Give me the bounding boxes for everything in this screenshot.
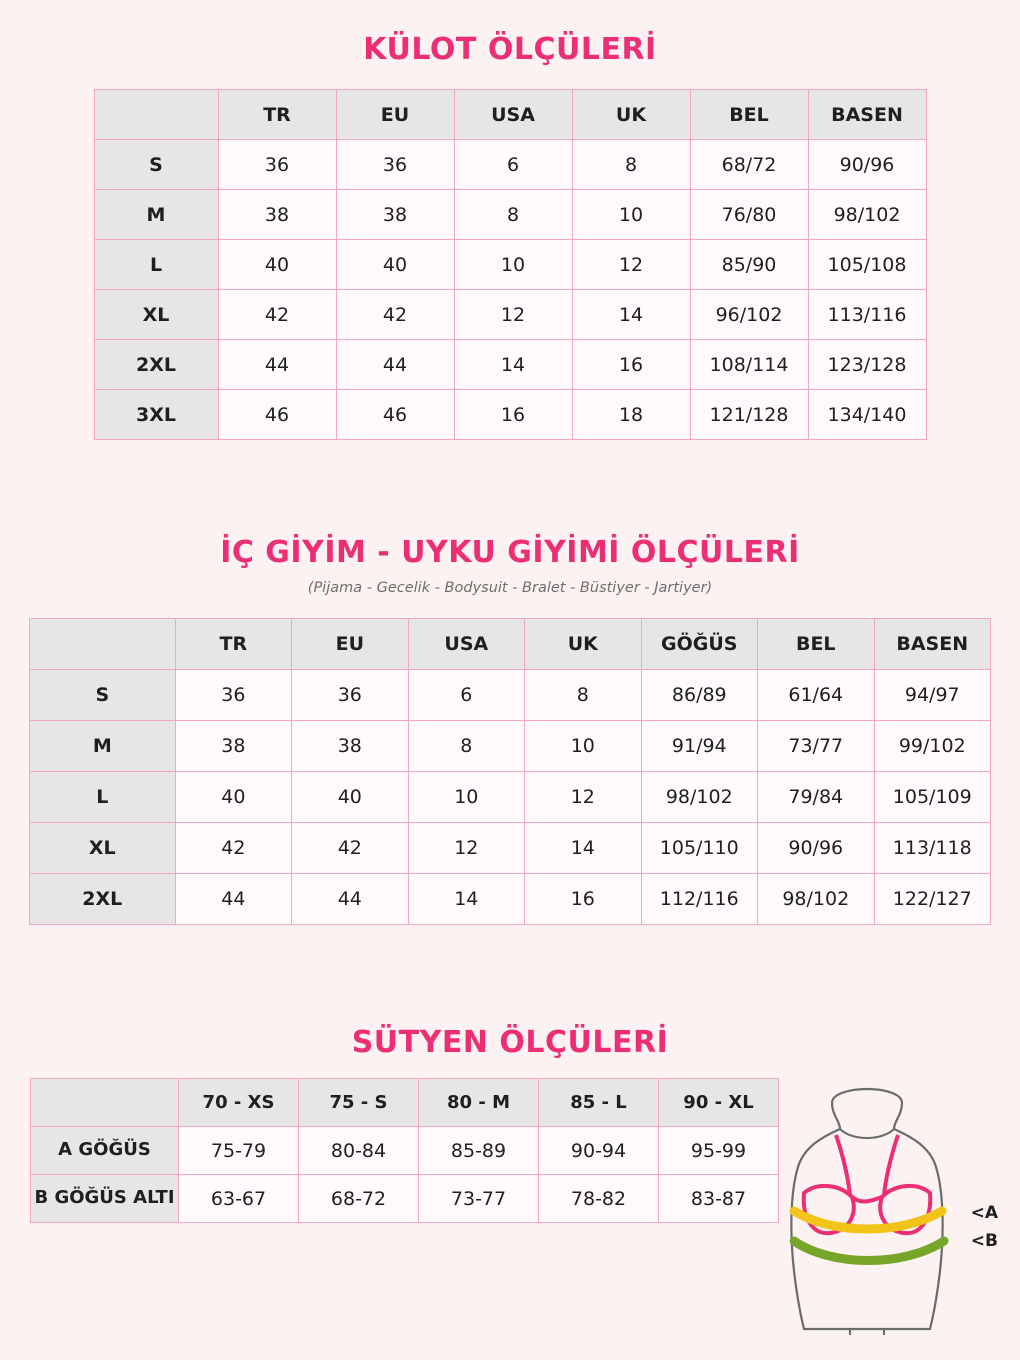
sutyen-size-table [30, 1078, 779, 1223]
table-row [30, 823, 991, 874]
table-cell: 46 [336, 390, 454, 440]
section-kulot [0, 0, 1020, 440]
table-cell: 38 [336, 190, 454, 240]
table-cell: 38 [175, 721, 291, 772]
table-cell: 42 [292, 823, 408, 874]
table-header-row [31, 1079, 779, 1127]
page-title-icgiyim: İÇ GİYİM - UYKU GİYİMİ ÖLÇÜLERİ [220, 535, 800, 570]
row-label: M [30, 721, 176, 772]
table-cell: 8 [408, 721, 524, 772]
table-cell: 123/128 [808, 340, 926, 390]
table-cell: 78-82 [539, 1175, 659, 1223]
table-cell: 12 [525, 772, 641, 823]
table-cell: 18 [572, 390, 690, 440]
table-cell: 16 [454, 390, 572, 440]
column-header-gogus: GÖĞÜS [641, 619, 757, 670]
column-header-usa: USA [408, 619, 524, 670]
table-cell: 86/89 [641, 670, 757, 721]
table-cell: 98/102 [758, 874, 874, 925]
row-label-a-gogus: A GÖĞÜS [31, 1127, 179, 1175]
row-label: XL [30, 823, 176, 874]
table-cell: 8 [525, 670, 641, 721]
row-label: 2XL [94, 340, 218, 390]
table-cell: 46 [218, 390, 336, 440]
column-header-eu: EU [292, 619, 408, 670]
table-cell: 12 [572, 240, 690, 290]
table-cell: 68-72 [299, 1175, 419, 1223]
table-row [94, 240, 926, 290]
table-cell: 90-94 [539, 1127, 659, 1175]
table-cell: 36 [175, 670, 291, 721]
table-cell: 80-84 [299, 1127, 419, 1175]
table-cell: 96/102 [690, 290, 808, 340]
table-row [30, 721, 991, 772]
sutyen-row [0, 1060, 1020, 1251]
table-cell: 14 [454, 340, 572, 390]
column-header-85-l: 85 - L [539, 1079, 659, 1127]
table-cell: 42 [336, 290, 454, 340]
column-header-uk: UK [572, 90, 690, 140]
column-header-tr: TR [218, 90, 336, 140]
measurement-diagram [772, 1085, 1002, 1335]
table-cell: 98/102 [808, 190, 926, 240]
column-header-80-m: 80 - M [419, 1079, 539, 1127]
table-row [30, 874, 991, 925]
table-cell: 8 [572, 140, 690, 190]
row-label: L [30, 772, 176, 823]
row-label: XL [94, 290, 218, 340]
table-corner-cell [94, 90, 218, 140]
table-cell: 90/96 [758, 823, 874, 874]
table-cell: 76/80 [690, 190, 808, 240]
table-row [94, 340, 926, 390]
table-cell: 44 [292, 874, 408, 925]
column-header-tr: TR [175, 619, 291, 670]
column-header-90-xl: 90 - XL [659, 1079, 779, 1127]
table-cell: 10 [572, 190, 690, 240]
table-cell: 68/72 [690, 140, 808, 190]
column-header-bel: BEL [758, 619, 874, 670]
table-cell: 36 [336, 140, 454, 190]
column-header-eu: EU [336, 90, 454, 140]
table-cell: 98/102 [641, 772, 757, 823]
table-cell: 44 [336, 340, 454, 390]
table-cell: 14 [408, 874, 524, 925]
table-cell: 122/127 [874, 874, 991, 925]
table-row [30, 772, 991, 823]
table-cell: 10 [408, 772, 524, 823]
table-cell: 36 [218, 140, 336, 190]
column-header-uk: UK [525, 619, 641, 670]
table-header-row [94, 90, 926, 140]
table-cell: 42 [175, 823, 291, 874]
table-cell: 75-79 [179, 1127, 299, 1175]
table-cell: 16 [525, 874, 641, 925]
table-cell: 63-67 [179, 1175, 299, 1223]
table-corner-cell [31, 1079, 179, 1127]
table-cell: 14 [525, 823, 641, 874]
table-cell: 61/64 [758, 670, 874, 721]
label-a: <A [970, 1203, 998, 1223]
table-cell: 121/128 [690, 390, 808, 440]
column-header-basen: BASEN [874, 619, 991, 670]
table-row [94, 390, 926, 440]
column-header-usa: USA [454, 90, 572, 140]
table-cell: 38 [218, 190, 336, 240]
subtitle-icgiyim: (Pijama - Gecelik - Bodysuit - Bralet - Büstiyer - Jartiyer) [307, 580, 713, 596]
label-b: <B [970, 1231, 998, 1251]
table-cell: 99/102 [874, 721, 991, 772]
table-cell: 85-89 [419, 1127, 539, 1175]
row-label: M [94, 190, 218, 240]
table-cell: 113/116 [808, 290, 926, 340]
table-cell: 16 [572, 340, 690, 390]
row-label: L [94, 240, 218, 290]
table-cell: 73/77 [758, 721, 874, 772]
table-cell: 10 [525, 721, 641, 772]
table-row [31, 1175, 779, 1223]
table-cell: 91/94 [641, 721, 757, 772]
column-header-70-xs: 70 - XS [179, 1079, 299, 1127]
section-icgiyim [0, 535, 1020, 925]
kulot-size-table [94, 89, 927, 440]
table-cell: 112/116 [641, 874, 757, 925]
table-cell: 73-77 [419, 1175, 539, 1223]
table-row [94, 190, 926, 240]
table-cell: 113/118 [874, 823, 991, 874]
table-cell: 90/96 [808, 140, 926, 190]
table-row [94, 140, 926, 190]
table-cell: 105/110 [641, 823, 757, 874]
column-header-75-s: 75 - S [299, 1079, 419, 1127]
table-cell: 12 [408, 823, 524, 874]
table-cell: 40 [336, 240, 454, 290]
column-header-bel: BEL [690, 90, 808, 140]
table-row [31, 1127, 779, 1175]
table-cell: 6 [408, 670, 524, 721]
row-label: 2XL [30, 874, 176, 925]
table-cell: 40 [175, 772, 291, 823]
table-cell: 12 [454, 290, 572, 340]
table-cell: 44 [218, 340, 336, 390]
table-cell: 83-87 [659, 1175, 779, 1223]
row-label: 3XL [94, 390, 218, 440]
section-sutyen [0, 1025, 1020, 1251]
table-cell: 6 [454, 140, 572, 190]
table-cell: 38 [292, 721, 408, 772]
table-row [30, 670, 991, 721]
page-title-sutyen: SÜTYEN ÖLÇÜLERİ [351, 1025, 669, 1060]
table-header-row [30, 619, 991, 670]
row-label-b-gogus-alti: B GÖĞÜS ALTI [31, 1175, 179, 1223]
mannequin-icon [772, 1085, 1002, 1335]
page-title-kulot: KÜLOT ÖLÇÜLERİ [363, 32, 657, 67]
table-row [94, 290, 926, 340]
table-cell: 40 [218, 240, 336, 290]
table-cell: 14 [572, 290, 690, 340]
column-header-basen: BASEN [808, 90, 926, 140]
table-cell: 10 [454, 240, 572, 290]
table-cell: 36 [292, 670, 408, 721]
table-cell: 42 [218, 290, 336, 340]
table-cell: 108/114 [690, 340, 808, 390]
icgiyim-size-table [29, 618, 991, 925]
row-label: S [94, 140, 218, 190]
row-label: S [30, 670, 176, 721]
table-cell: 79/84 [758, 772, 874, 823]
table-corner-cell [30, 619, 176, 670]
table-cell: 44 [175, 874, 291, 925]
table-cell: 8 [454, 190, 572, 240]
table-cell: 105/108 [808, 240, 926, 290]
table-cell: 94/97 [874, 670, 991, 721]
table-cell: 105/109 [874, 772, 991, 823]
table-cell: 134/140 [808, 390, 926, 440]
table-cell: 95-99 [659, 1127, 779, 1175]
table-cell: 40 [292, 772, 408, 823]
table-cell: 85/90 [690, 240, 808, 290]
